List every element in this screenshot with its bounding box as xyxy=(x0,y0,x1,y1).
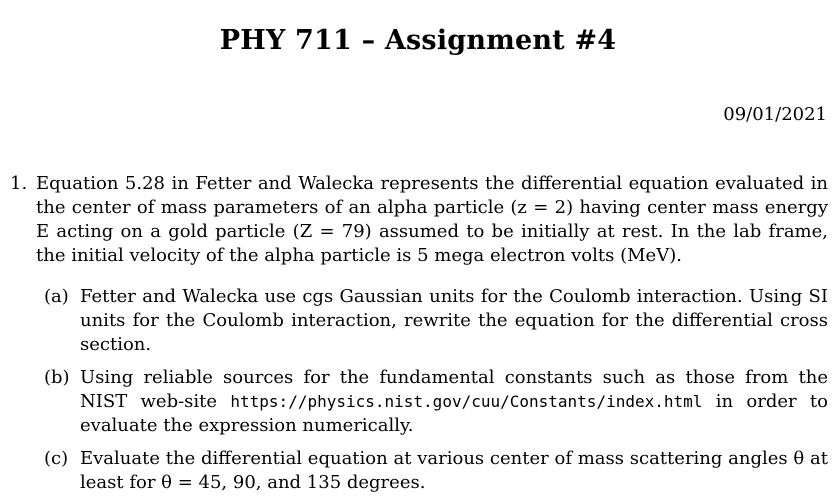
part-text: Evaluate the differential equation at various center of mass scattering angles θ at least for θ = 45, 90, and 135 degrees. xyxy=(80,448,828,493)
part-b xyxy=(10,366,828,438)
part-text xyxy=(80,366,828,438)
part-c xyxy=(10,447,828,495)
problem-intro: Equation 5.28 in Fetter and Walecka represents the differential equation evaluated in the center of mass parameters of an alpha particle (z = 2) having center mass energy E acting on a gold particle (Z = 79) assumed to be initially at rest. In the lab frame, the initial velocity of the alpha particle is 5 mega electron volts (MeV). xyxy=(36,173,828,266)
part-label: (b) xyxy=(44,367,70,388)
problem-parts xyxy=(10,285,828,495)
part-a xyxy=(10,285,828,357)
problem-1 xyxy=(10,172,828,504)
page-title: PHY 711 – Assignment #4 xyxy=(219,25,617,56)
assignment-date: 09/01/2021 xyxy=(723,104,827,125)
part-text: Fetter and Walecka use cgs Gaussian units for the Coulomb interaction. Using SI units for the Coulomb interaction, rewrite the equation for the differential cross section. xyxy=(80,286,828,355)
nist-url-link[interactable]: https://physics.nist.gov/cuu/Constants/index.html xyxy=(230,392,703,411)
part-label: (a) xyxy=(44,286,69,307)
part-text-before: Using reliable sources for the fundamental constants such as those from the NIST web-site xyxy=(80,367,828,412)
part-text-after: in order to evaluate the expression numerically. xyxy=(80,391,829,436)
problem-number: 1. xyxy=(10,173,28,194)
part-label: (c) xyxy=(44,448,69,469)
